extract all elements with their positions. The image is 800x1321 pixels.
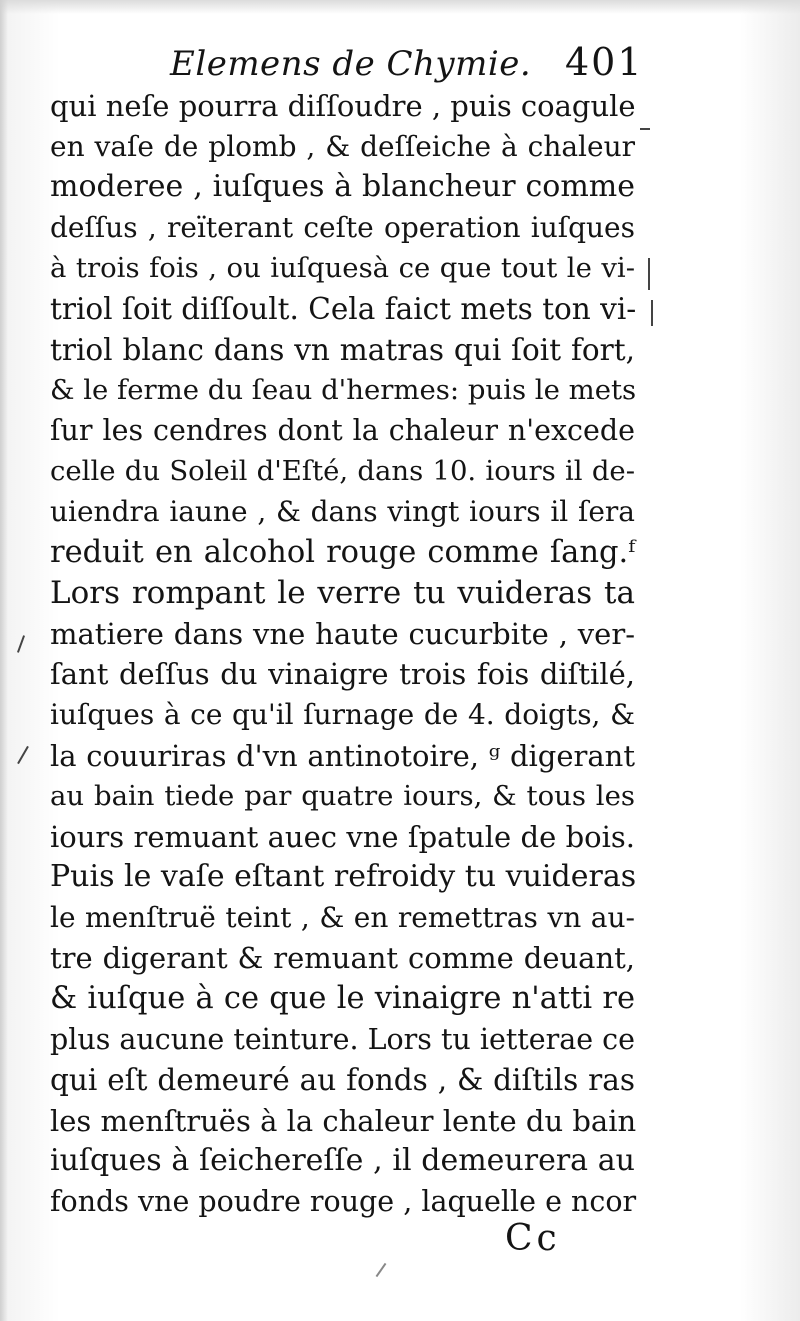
text-line: tre digerant & remuant comme deuant, — [50, 941, 635, 976]
text-line: qui neſe pourra diſſoudre , puis coagule — [50, 89, 636, 123]
text-line: fonds vne poudre rouge , laquelle e ncor — [50, 1185, 637, 1219]
text-line: les menſtruës à la chaleur lente du bain — [50, 1103, 637, 1138]
text-line: & iuſque à ce que le vinaigre n'atti re — [50, 981, 635, 1017]
text-line: ſant deſſus du vinaigre trois fois diſtilé, — [50, 657, 635, 692]
text-line: moderee , iuſques à blancheur comme — [50, 169, 635, 205]
running-title: Elemens de Chymie. — [170, 44, 532, 84]
text-line: iuſques à ce qu'il ſurnage de 4. doigts, & — [50, 697, 635, 731]
text-line: triol ſoit diſſoult. Cela faict mets ton vi- — [50, 291, 637, 326]
text-line: qui eſt demeuré au fonds , & diſtils ras — [50, 1063, 635, 1098]
margin-mark — [17, 746, 29, 764]
margin-mark — [376, 1263, 387, 1277]
text-line: matiere dans vne haute cucurbite , ver- — [50, 616, 635, 651]
text-line: la couuriras d'vn antinotoire, ᵍ digerant — [50, 738, 635, 773]
text-line: ſur les cendres dont la chaleur n'excede — [50, 413, 635, 447]
text-line: & le ferme du ſeau d'hermes: puis le mets — [50, 374, 637, 407]
text-line: Puis le vaſe eſtant refroidy tu vuideras — [50, 859, 637, 895]
body-text — [50, 86, 635, 1223]
page-number: 401 — [565, 40, 644, 84]
page-edge-shadow-top — [0, 0, 800, 14]
margin-mark — [17, 635, 25, 653]
page-edge-shadow-left — [0, 0, 8, 1321]
text-line: Lors rompant le verre tu vuideras ta — [50, 575, 635, 612]
text-line: triol blanc dans vn matras qui ſoit fort, — [50, 332, 635, 367]
text-line: le menſtruë teint , & en remettras vn au- — [50, 900, 635, 934]
text-line: celle du Soleil d'Eſté, dans 10. iours il de- — [50, 455, 635, 488]
text-line: plus aucune teinture. Lors tu ietterae ce — [50, 1022, 635, 1056]
text-line: uiendra iaune , & dans vingt iours il ſera — [50, 494, 635, 528]
text-line: deſſus , reïterant ceſte operation iuſques — [50, 210, 635, 244]
signature-mark: Cc — [505, 1218, 561, 1259]
text-line: en vaſe de plomb , & deſſeiche à chaleur — [50, 129, 635, 163]
text-line: iours remuant auec vne ſpatule de bois. — [50, 819, 635, 854]
margin-mark — [651, 300, 653, 326]
text-line: reduit en alcohol rouge comme ſang.ᶠ — [50, 534, 635, 570]
text-line: au bain tiede par quatre iours, & tous les — [50, 780, 635, 813]
margin-mark — [648, 258, 650, 290]
margin-mark — [640, 128, 650, 130]
text-line: iuſques à ſeichereſſe , il demeurera au — [50, 1143, 635, 1179]
text-line: à trois fois , ou iuſquesà ce que tout le vi- — [50, 252, 635, 285]
